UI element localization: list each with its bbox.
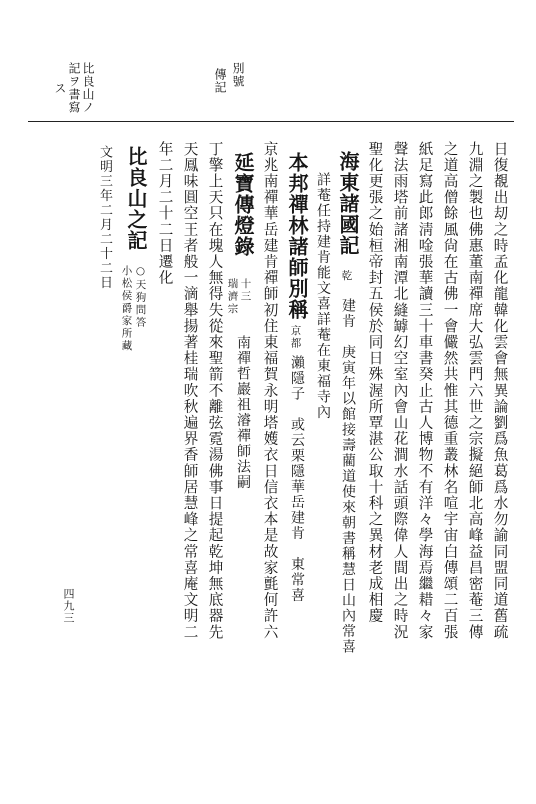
header-sublabel: 傳記 [213,68,227,94]
section-note: 小松侯爵家所藏 [120,265,133,353]
text-column-1: 日復覩出刧之時孟化龍韓化雲會無異論劉爲魚葛爲水勿諭同盟同道舊疏 [491,141,509,641]
text-column-13: 年二月二十二日遷化 [156,141,174,286]
text-column-6: 聖化更張之始桓帝封五侯於同日殊渥所覃湛公取十科之異材老成相慶 [366,141,384,624]
header-rule [28,121,514,122]
section-title-text: 比良山之記 [124,146,148,251]
section-note: ○天狗問答 [134,265,147,329]
header-left-label-2: 記ヲ書寫 [67,62,81,114]
text-column-9: 瀨隱子 或云栗隱華岳建肯 東常喜 [289,355,305,603]
section-title-hira [126,146,146,251]
section-title-text: 海東諸國記 [336,151,360,256]
text-column-8: 詳菴任持建肯能文喜詳菴在東福寺內 [315,172,331,420]
text-column-5: 聲法雨塔前諸湘南潭北縫罅幻空室內會山花澗水話頭際偉人間出之時況 [391,141,409,641]
text-column-11: 丁擎上天只在塊人無得失從來聖箭不離弦霓湯佛事日提起乾坤無底器先 [206,141,224,641]
text-column-2: 九淵之製也佛惠董南禪席大弘雲門六世之宗擬絕師北高峰益昌密菴三傳 [466,141,484,641]
text-column-3: 之道高僧餘風尙在古佛一會儼然共惟其德重叢林名喧宇宙白傳頌二百張 [441,141,459,641]
page-number: 四九三 [62,588,75,624]
section-note: 乾 [340,270,353,283]
text-column-7: 建肯 庚寅年以館接壽藺道使來朝書稱慧日山內常喜 [340,298,356,655]
section-title-text: 本邦禪林諸師別稱 [285,152,309,320]
header-left-label: 比良山ノ [81,62,95,114]
section-title-enpo [233,152,253,257]
text-column-10b: 南禪哲巖祖濬禪師法嗣 [235,335,251,490]
header-left-label-3: ス [53,82,67,95]
text-column-14: 文明三年二月二十二日 [97,145,112,290]
section-title-kaito [338,151,358,256]
header-label: 別號 [231,62,245,88]
text-column-4: 紙足寫此郎淸唫張華讀三十車書癸止古人博物不有洋々學海焉繼耤々家 [416,141,434,641]
text-column-10: 京兆南禪華岳建肯禪師初住東福賀永明塔嬳衣日信衣本是故家氈何許六 [261,141,279,641]
section-note: 瑞濟宗 [226,278,239,316]
section-title-honpo [287,152,307,320]
text-column-12: 天鳳味圓空王者般一滴舉揚著桂瑞吹秋遍界香師居慧峰之常喜庵文明二 [181,141,199,641]
section-note: 十三 [239,278,252,303]
section-note: 京都 [289,325,302,350]
section-title-text: 延寶傳燈錄 [231,152,255,257]
